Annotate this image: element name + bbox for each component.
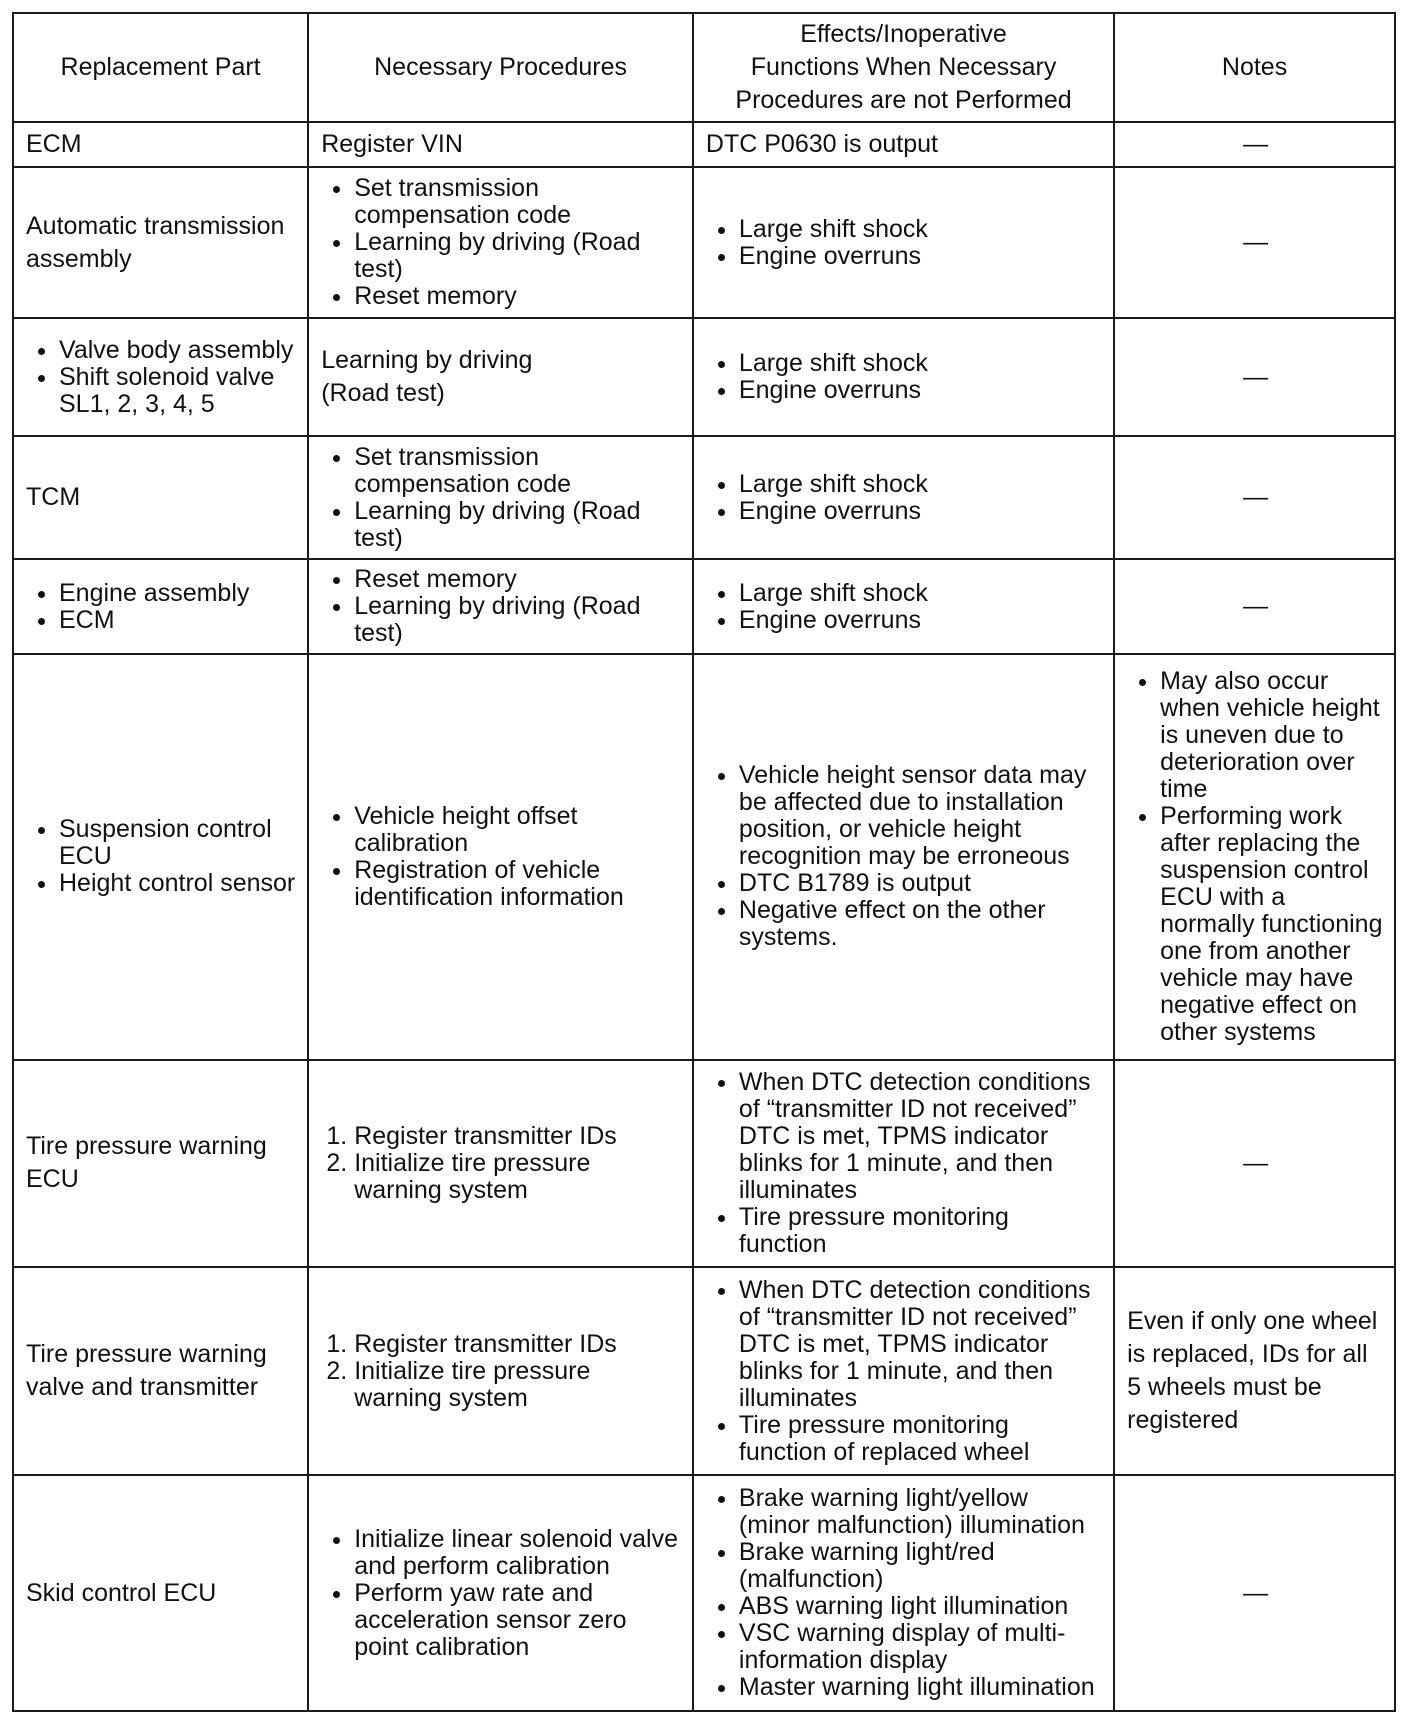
procedure-item: 2. Initialize tire pressure warning system <box>354 1358 682 1412</box>
procedures-cell <box>308 559 693 654</box>
note-item: • Performing work after replacing the suspension control ECU with a normally functioning one from another vehicle may have negative effect on other systems <box>1160 803 1384 1046</box>
table-row <box>13 167 1395 318</box>
header-effects-line-2: Functions When Necessary <box>750 53 1057 81</box>
notes-cell: — <box>1114 318 1395 436</box>
procedure-item: • Reset memory <box>354 566 682 593</box>
part-item: • Suspension control ECU <box>59 816 297 870</box>
notes-cell <box>1114 654 1395 1059</box>
effect-item: • Large shift shock <box>739 580 1103 607</box>
table-row <box>13 559 1395 654</box>
effect-item: • DTC B1789 is output <box>739 870 1103 897</box>
part-item: • Valve body assembly <box>59 337 297 364</box>
procedure-line-2: (Road test) <box>321 379 445 408</box>
notes-cell: — <box>1114 436 1395 559</box>
effect-item: • Large shift shock <box>739 350 1103 377</box>
procedures-cell <box>308 1060 693 1268</box>
effect-item: • When DTC detection conditions of “transmitter ID not received” DTC is met, TPMS indicator blinks for 1 minute, and then illuminates <box>739 1277 1103 1412</box>
effect-item: • ABS warning light illumination <box>739 1593 1103 1620</box>
procedure-item: • Vehicle height offset calibration <box>354 803 682 857</box>
effect-item: • Engine overruns <box>739 377 1103 404</box>
part-item: • Shift solenoid valve SL1, 2, 3, 4, 5 <box>59 364 297 418</box>
part-cell: Tire pressure warning valve and transmitter <box>13 1267 308 1475</box>
effects-cell <box>693 436 1114 559</box>
header-row <box>13 13 1395 122</box>
header-effects-line-1: Effects/Inoperative <box>800 20 1007 48</box>
effects-cell <box>693 1060 1114 1268</box>
effects-cell <box>693 1475 1114 1711</box>
table-row <box>13 654 1395 1059</box>
effect-item: • Tire pressure monitoring function of replaced wheel <box>739 1412 1103 1466</box>
part-cell <box>13 654 308 1059</box>
part-cell: Skid control ECU <box>13 1475 308 1711</box>
effects-cell <box>693 1267 1114 1475</box>
effects-cell <box>693 167 1114 318</box>
notes-cell: — <box>1114 122 1395 167</box>
effects-cell <box>693 559 1114 654</box>
procedure-item: • Set transmission compensation code <box>354 444 682 498</box>
effects-cell <box>693 318 1114 436</box>
part-cell: Tire pressure warning ECU <box>13 1060 308 1268</box>
header-notes: Notes <box>1114 13 1395 122</box>
part-cell: TCM <box>13 436 308 559</box>
effect-item: • Large shift shock <box>739 471 1103 498</box>
procedures-cell <box>308 318 693 436</box>
effect-item: • Engine overruns <box>739 243 1103 270</box>
procedures-cell <box>308 654 693 1059</box>
table-row <box>13 1475 1395 1711</box>
notes-cell: Even if only one wheel is replaced, IDs for all 5 wheels must be registered <box>1114 1267 1395 1475</box>
effect-item: • When DTC detection conditions of “transmitter ID not received” DTC is met, TPMS indicator blinks for 1 minute, and then illuminates <box>739 1069 1103 1204</box>
effect-item: • Engine overruns <box>739 607 1103 634</box>
effect-item: • Tire pressure monitoring function <box>739 1204 1103 1258</box>
effect-item: • VSC warning display of multi-information display <box>739 1620 1103 1674</box>
procedure-item: • Learning by driving (Road test) <box>354 229 682 283</box>
procedure-item: • Reset memory <box>354 283 682 310</box>
procedure-item: • Registration of vehicle identification information <box>354 857 682 911</box>
effect-item: • Large shift shock <box>739 216 1103 243</box>
part-item: • ECM <box>59 607 297 634</box>
replacement-procedures-table <box>12 12 1396 1712</box>
header-necessary-procedures: Necessary Procedures <box>308 13 693 122</box>
table-row <box>13 318 1395 436</box>
part-cell: ECM <box>13 122 308 167</box>
table-row <box>13 122 1395 167</box>
procedure-item: • Perform yaw rate and acceleration sensor zero point calibration <box>354 1580 682 1661</box>
part-cell: Automatic transmission assembly <box>13 167 308 318</box>
effect-item: • Brake warning light/yellow (minor malfunction) illumination <box>739 1485 1103 1539</box>
effects-cell <box>693 654 1114 1059</box>
procedure-item: 1. Register transmitter IDs <box>354 1123 682 1150</box>
part-item: • Engine assembly <box>59 580 297 607</box>
notes-cell: — <box>1114 167 1395 318</box>
procedures-cell <box>308 1267 693 1475</box>
notes-cell: — <box>1114 559 1395 654</box>
procedure-item: • Initialize linear solenoid valve and perform calibration <box>354 1526 682 1580</box>
header-replacement-part: Replacement Part <box>13 13 308 122</box>
procedure-item: • Learning by driving (Road test) <box>354 593 682 647</box>
part-cell <box>13 559 308 654</box>
procedures-cell <box>308 436 693 559</box>
effects-cell: DTC P0630 is output <box>693 122 1114 167</box>
procedure-item: • Set transmission compensation code <box>354 175 682 229</box>
effect-item: • Negative effect on the other systems. <box>739 897 1103 951</box>
procedures-cell <box>308 1475 693 1711</box>
notes-cell: — <box>1114 1060 1395 1268</box>
header-effects <box>693 13 1114 122</box>
effect-item: • Master warning light illumination <box>739 1674 1103 1701</box>
procedure-item: 1. Register transmitter IDs <box>354 1331 682 1358</box>
table-row <box>13 1060 1395 1268</box>
effect-item: • Brake warning light/red (malfunction) <box>739 1539 1103 1593</box>
part-cell <box>13 318 308 436</box>
procedures-cell: Register VIN <box>308 122 693 167</box>
effect-item: • Vehicle height sensor data may be affected due to installation position, or vehicle height recognition may be erroneous <box>739 762 1103 870</box>
notes-cell: — <box>1114 1475 1395 1711</box>
effect-item: • Engine overruns <box>739 498 1103 525</box>
part-item: • Height control sensor <box>59 870 297 897</box>
procedures-cell <box>308 167 693 318</box>
procedure-item: • Learning by driving (Road test) <box>354 498 682 552</box>
table-row <box>13 1267 1395 1475</box>
header-effects-line-3: Procedures are not Performed <box>735 86 1072 114</box>
procedure-item: 2. Initialize tire pressure warning system <box>354 1150 682 1204</box>
note-item: • May also occur when vehicle height is uneven due to deterioration over time <box>1160 668 1384 803</box>
table-row <box>13 436 1395 559</box>
procedure-line-1: Learning by driving <box>321 346 533 375</box>
